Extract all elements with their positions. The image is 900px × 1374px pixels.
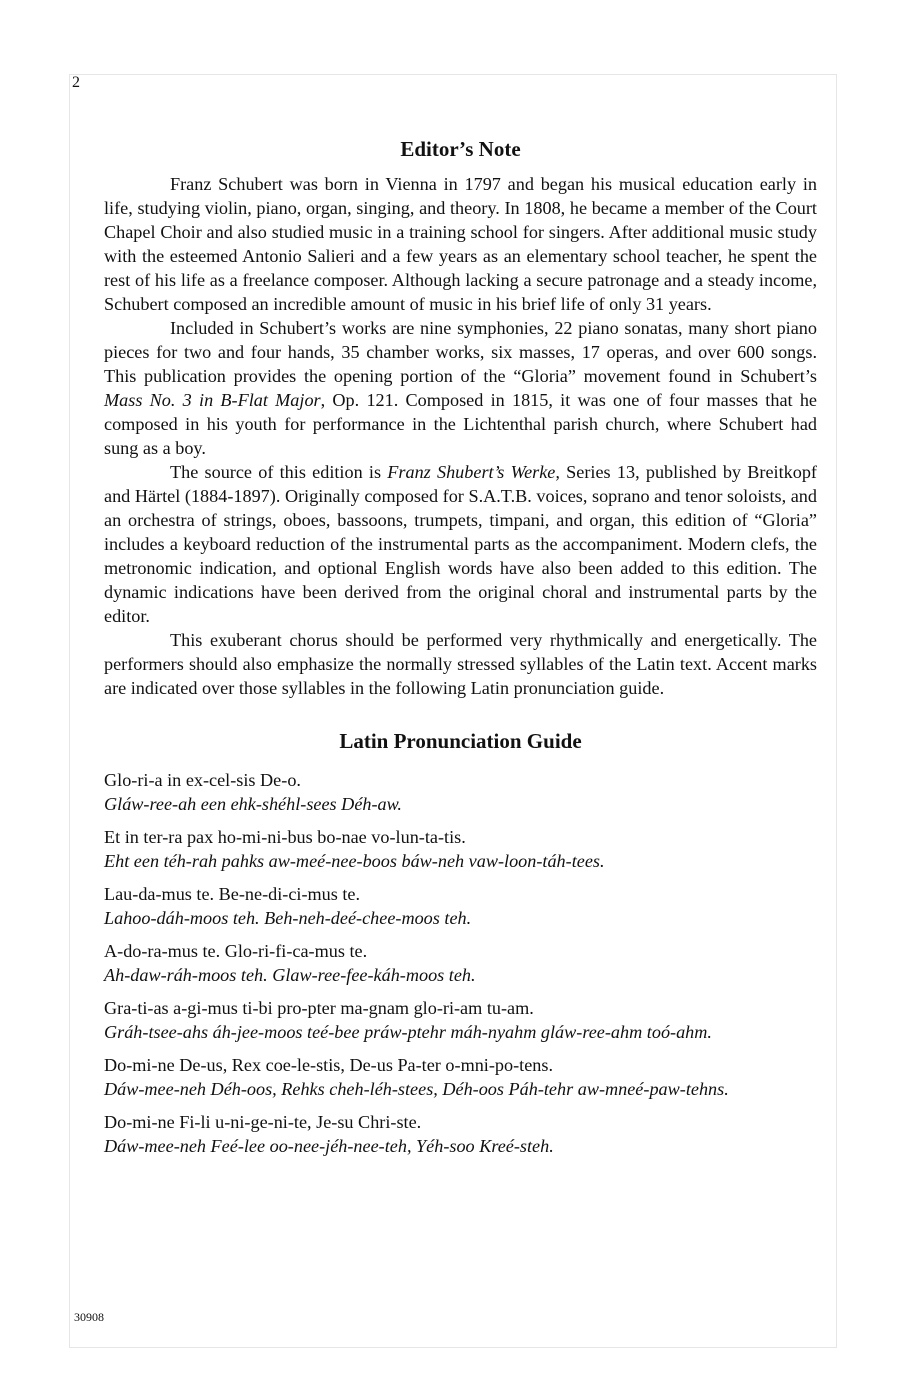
paragraph-text: Franz Schubert was born in Vienna in 1797 and began his musical education early in life, studying violin, piano, organ, singing, and theory. In 1808, he became a member of the Court Chapel Choir and also studied music in a training school for singers. After additional music study with the esteemed Antonio Salieri and a few years as an elementary school teacher, he spent the rest of his life as a freelance composer. Although lacking a secure patronage and a steady income, Schubert composed an incredible amount of music in his brief life of only 31 years.	[104, 174, 817, 314]
pronunciation-text: Dáw-mee-neh Feé-lee oo-nee-jéh-nee-teh, Yéh-soo Kreé-steh.	[104, 1136, 554, 1156]
latin-text: Glo-ri-a in ex-cel-sis De-o.	[104, 770, 301, 790]
editors-note-paragraph	[104, 628, 817, 700]
guide-entry	[104, 825, 817, 873]
pronunciation-text: Gráh-tsee-ahs áh-jee-moos teé-bee práw-ptehr máh-nyahm gláw-ree-ahm toó-ahm.	[104, 1022, 712, 1042]
paragraph-text: Series 13, published by Breitkopf and Härtel (1884-1897). Originally composed for S.A.T.B. voices, soprano and tenor soloists, and an orchestra of strings, oboes, bassoons, trumpets, timpani, and organ, this edition of “Gloria” includes a keyboard reduction of the instrumental parts as the accompaniment. Modern clefs, the metronomic indication, and optional English words have also been added to this edition. The dynamic indications have been derived from the original choral and instrumental parts by the editor.	[104, 462, 817, 626]
pronunciation-text: Dáw-mee-neh Déh-oos, Rehks cheh-léh-stees, Déh-oos Páh-tehr aw-mneé-paw-tehns.	[104, 1079, 729, 1099]
italic-title-text: Franz Shubert’s Werke,	[387, 462, 560, 482]
latin-text: Gra-ti-as a-gi-mus ti-bi pro-pter ma-gnam glo-ri-am tu-am.	[104, 998, 534, 1018]
latin-text: Et in ter-ra pax ho-mi-ni-bus bo-nae vo-lun-ta-tis.	[104, 827, 466, 847]
paragraph-text: The source of this edition is	[170, 462, 388, 482]
latin-text: Lau-da-mus te. Be-ne-di-ci-mus te.	[104, 884, 361, 904]
pronunciation-text: Eht een téh-rah pahks aw-meé-nee-boos báw-neh vaw-loon-táh-tees.	[104, 851, 605, 871]
pronunciation-text: Lahoo-dáh-moos teh. Beh-neh-deé-chee-moos teh.	[104, 908, 472, 928]
page-content	[104, 134, 817, 1167]
pronunciation-guide-list	[104, 768, 817, 1158]
catalog-number: 30908	[74, 1310, 104, 1324]
latin-text: A-do-ra-mus te. Glo-ri-fi-ca-mus te.	[104, 941, 368, 961]
guide-entry	[104, 996, 817, 1044]
paragraph-text: Included in Schubert’s works are nine symphonies, 22 piano sonatas, many short piano pieces for two and four hands, 35 chamber works, six masses, 17 operas, and over 600 songs. This publication provides the opening portion of the “Gloria” movement found in Schubert’s	[104, 318, 817, 386]
pronunciation-guide-title: Latin Pronunciation Guide	[339, 729, 582, 753]
editors-note-paragraph	[104, 172, 817, 316]
latin-text: Do-mi-ne Fi-li u-ni-ge-ni-te, Je-su Chri-ste.	[104, 1112, 422, 1132]
editors-note-title: Editor’s Note	[400, 137, 521, 161]
editors-note-body	[104, 172, 817, 700]
pronunciation-text: Gláw-ree-ah een ehk-shéhl-sees Déh-aw.	[104, 794, 402, 814]
latin-text: Do-mi-ne De-us, Rex coe-le-stis, De-us Pa-ter o-mni-po-tens.	[104, 1055, 554, 1075]
guide-entry	[104, 768, 817, 816]
paragraph-text: This exuberant chorus should be performed very rhythmically and energetically. The performers should also emphasize the normally stressed syllables of the Latin text. Accent marks are indicated over those syllables in the following Latin pronunciation guide.	[104, 630, 817, 698]
editors-note-paragraph	[104, 316, 817, 460]
italic-title-text: Mass No. 3 in B-Flat Major	[104, 390, 321, 410]
paragraph-text: , Op. 121. Composed in 1815, it was one of four masses that he composed in his youth for performance in the Lichtenthal parish church, where Schubert had sung as a boy.	[104, 390, 817, 458]
guide-entry	[104, 882, 817, 930]
page-number: 2	[72, 74, 80, 91]
pronunciation-text: Ah-daw-ráh-moos teh. Glaw-ree-fee-káh-moos teh.	[104, 965, 476, 985]
guide-entry	[104, 1053, 817, 1101]
guide-entry	[104, 939, 817, 987]
guide-entry	[104, 1110, 817, 1158]
editors-note-paragraph	[104, 460, 817, 628]
